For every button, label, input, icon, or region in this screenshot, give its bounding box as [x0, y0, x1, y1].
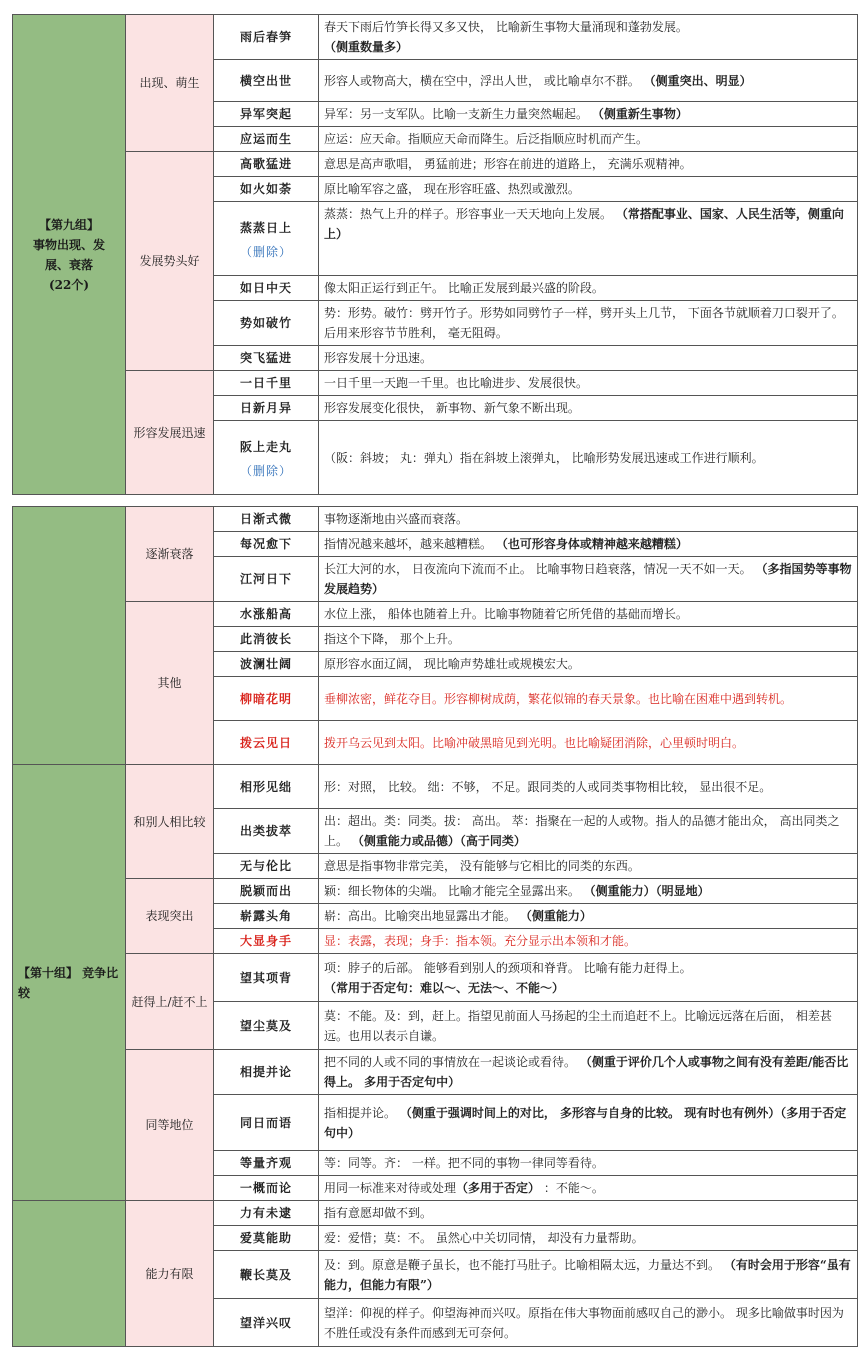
idiom-cell: 突飞猛进	[214, 346, 319, 371]
subgroup-stand: 表现突出	[126, 879, 214, 954]
definition-cell: 蒸蒸：热气上升的样子。形容事业一天天地向上发展。 （常搭配事业、国家、人民生活等，侧重向上）	[319, 202, 858, 276]
group-cell-10: 【第十组】 竞争比较	[13, 765, 126, 1201]
note: （常用于否定句：难以～、无法～、不能～）	[324, 980, 565, 995]
idiom-cell: 横空出世	[214, 60, 319, 102]
definition-cell: 势：形势。破竹：劈开竹子。形势如同劈竹子一样，劈开头上几节， 下面各节就顺着刀口裂开了。后用来形容节节胜利， 毫无阻碍。	[319, 301, 858, 346]
note: （多指国势等事物发展趋势）	[324, 562, 852, 596]
definition-cell: 应运：应天命。指顺应天命而降生。后泛指顺应时机而产生。	[319, 127, 858, 152]
subgroup-catch: 赶得上/赶不上	[126, 954, 214, 1050]
idiom-cell: 等量齐观	[214, 1151, 319, 1176]
definition-cell: 春天下雨后竹笋长得又多又快， 比喻新生事物大量涌现和蓬勃发展。 （侧重数量多）	[319, 15, 858, 60]
delete-remark: （删除）	[239, 463, 292, 478]
idiom-cell: 爱莫能助	[214, 1226, 319, 1251]
definition-cell: 把不同的人或不同的事情放在一起谈论或看待。 （侧重于评价几个人或事物之间有没有差距/能否比得上。 多用于否定句中）	[319, 1050, 858, 1095]
definition-cell: 形容人或物高大，横在空中，浮出人世， 或比喻卓尔不群。 （侧重突出、明显）	[319, 60, 858, 102]
note: （常搭配事业、国家、人民生活等，侧重向上）	[324, 207, 844, 241]
note: （侧重数量多）	[324, 40, 409, 54]
idiom-cell: 每况愈下	[214, 532, 319, 557]
definition-cell: 原形容水面辽阔， 现比喻声势雄壮或规模宏大。	[319, 652, 858, 677]
idiom-cell: 相提并论	[214, 1050, 319, 1095]
definition-cell: 垂柳浓密，鲜花夺目。形容柳树成荫，繁花似锦的春天景象。也比喻在困难中遇到转机。	[319, 677, 858, 721]
subgroup-compare: 和别人相比较	[126, 765, 214, 879]
idiom-cell: 高歌猛进	[214, 152, 319, 177]
note: （侧重于评价几个人或事物之间有没有差距/能否比得上。 多用于否定句中）	[324, 1055, 849, 1089]
idiom-cell: 同日而语	[214, 1095, 319, 1151]
group-cell-9	[13, 15, 126, 495]
note: （多用于否定）	[456, 1181, 541, 1195]
idiom-cell: 日渐式微	[214, 507, 319, 532]
definition-cell: 用同一标准来对待或处理（多用于否定） ：不能～。	[319, 1176, 858, 1201]
note: （侧重突出、明显）	[643, 73, 752, 88]
subgroup-decline: 逐渐衰落	[126, 507, 214, 602]
group-9-line-3: 展、衰落	[44, 257, 93, 272]
definition-cell: 指这个下降， 那个上升。	[319, 627, 858, 652]
definition-cell: 像太阳正运行到正午。 比喻正发展到最兴盛的阶段。	[319, 276, 858, 301]
definition-cell: 出：超出。类：同类。拔： 高出。 萃：指聚在一起的人或物。指人的品德才能出众， 高出同类之上。 （侧重能力或品德）（高于同类）	[319, 809, 858, 854]
definition-cell: 意思是高声歌唱， 勇猛前进；形容在前进的道路上， 充满乐观精神。	[319, 152, 858, 177]
definition-cell: 及：到。原意是鞭子虽长，也不能打马肚子。比喻相隔太远，力量达不到。 （有时会用于形容“虽有能力，但能力有限”）	[319, 1251, 858, 1299]
definition-cell: 长江大河的水， 日夜流向下流而不止。 比喻事物日趋衰落，情况一天不如一天。 （多指国势等事物发展趋势）	[319, 557, 858, 602]
definition-cell: 一日千里一天跑一千里。也比喻进步、发展很快。	[319, 371, 858, 396]
idiom-cell: 力有未逮	[214, 1201, 319, 1226]
subgroup-limit: 能力有限	[126, 1201, 214, 1347]
idiom-cell: 出类拔萃	[214, 809, 319, 854]
idiom-cell: 崭露头角	[214, 904, 319, 929]
idiom-cell: 无与伦比	[214, 854, 319, 879]
subgroup-other: 其他	[126, 602, 214, 765]
idiom-cell: 大显身手	[214, 929, 319, 954]
definition-cell: 事物逐渐地由兴盛而衰落。	[319, 507, 858, 532]
definition-cell: 等：同等。齐： 一样。把不同的事物一律同等看待。	[319, 1151, 858, 1176]
definition-cell: 颖：细长物体的尖端。 比喻才能完全显露出来。 （侧重能力）（明显地）	[319, 879, 858, 904]
note: （侧重能力）（明显地）	[583, 884, 710, 898]
definition-cell: 意思是指事物非常完美， 没有能够与它相比的同类的东西。	[319, 854, 858, 879]
group-10-empty-bottom	[13, 1201, 126, 1347]
idiom-cell: 一日千里	[214, 371, 319, 396]
note: （侧重于强调时间上的对比， 多形容与自身的比较。 现有时也有例外）（多用于否定句中）	[324, 1105, 847, 1140]
subgroup-thrive: 发展势头好	[126, 152, 214, 371]
idiom-cell: 望尘莫及	[214, 1002, 319, 1050]
idiom-cell: 应运而生	[214, 127, 319, 152]
idiom-cell: 望洋兴叹	[214, 1299, 319, 1347]
subgroup-equal: 同等地位	[126, 1050, 214, 1201]
idiom-cell: 势如破竹	[214, 301, 319, 346]
delete-remark: （删除）	[239, 244, 292, 259]
definition-cell: 原比喻军容之盛， 现在形容旺盛、热烈或激烈。	[319, 177, 858, 202]
idiom-cell: 异军突起	[214, 102, 319, 127]
idiom-cell: 波澜壮阔	[214, 652, 319, 677]
note: （也可形容身体或精神越来越糟糕）	[495, 537, 688, 551]
idiom-cell: 柳暗花明	[214, 677, 319, 721]
idiom-table-group-9	[12, 14, 858, 495]
definition-cell: 显：表露，表现；身手：指本领。充分显示出本领和才能。	[319, 929, 858, 954]
idiom-cell: 此消彼长	[214, 627, 319, 652]
idiom-table-group-10	[12, 506, 858, 1347]
definition-cell: 指有意愿却做不到。	[319, 1201, 858, 1226]
idiom-cell: 蒸蒸日上 （删除）	[214, 202, 319, 276]
note: （侧重能力或品德）（高于同类）	[351, 834, 526, 848]
idiom-cell: 一概而论	[214, 1176, 319, 1201]
group-9-line-2: 事物出现、发	[32, 237, 105, 252]
idiom-cell: 阪上走丸 （删除）	[214, 421, 319, 495]
idiom-cell: 望其项背	[214, 954, 319, 1002]
definition-cell: 崭：高出。比喻突出地显露出才能。 （侧重能力）	[319, 904, 858, 929]
definition-cell: 水位上涨， 船体也随着上升。比喻事物随着它所凭借的基础而增长。	[319, 602, 858, 627]
definition-cell: 形容发展十分迅速。	[319, 346, 858, 371]
note: （侧重能力）	[519, 909, 592, 923]
idiom-cell: 日新月异	[214, 396, 319, 421]
definition-cell: 爱：爱惜；莫：不。 虽然心中关切同情， 却没有力量帮助。	[319, 1226, 858, 1251]
note: （侧重新生事物）	[591, 107, 688, 121]
definition-cell: 形容发展变化很快， 新事物、新气象不断出现。	[319, 396, 858, 421]
definition-cell: 望洋：仰视的样子。仰望海神而兴叹。原指在伟大事物面前感叹自己的渺小。 现多比喻做事时因为不胜任或没有条件而感到无可奈何。	[319, 1299, 858, 1347]
group-9-line-1: 【第九组】	[38, 217, 99, 232]
idiom-cell: 江河日下	[214, 557, 319, 602]
group-10-empty-top	[13, 507, 126, 765]
subgroup-appear: 出现、萌生	[126, 15, 214, 152]
definition-cell: 指情况越来越坏，越来越糟糕。 （也可形容身体或精神越来越糟糕）	[319, 532, 858, 557]
idiom-cell: 拨云见日	[214, 721, 319, 765]
idiom-cell: 水涨船高	[214, 602, 319, 627]
note: （有时会用于形容“虽有能力，但能力有限”）	[324, 1257, 851, 1292]
definition-cell: 异军：另一支军队。比喻一支新生力量突然崛起。 （侧重新生事物）	[319, 102, 858, 127]
idiom-cell: 雨后春笋	[214, 15, 319, 60]
idiom-cell: 如火如荼	[214, 177, 319, 202]
definition-cell: 莫：不能。及：到，赶上。指望见前面人马扬起的尘土而追赶不上。比喻远远落在后面， 相差甚远。也用以表示自谦。	[319, 1002, 858, 1050]
definition-cell: 形：对照， 比较。 绌：不够， 不足。跟同类的人或同类事物相比较， 显出很不足。	[319, 765, 858, 809]
subgroup-fast: 形容发展迅速	[126, 371, 214, 495]
idiom-cell: 如日中天	[214, 276, 319, 301]
definition-cell: 拨开乌云见到太阳。比喻冲破黑暗见到光明。也比喻疑团消除，心里顿时明白。	[319, 721, 858, 765]
definition-cell: （阪：斜坡； 丸：弹丸）指在斜坡上滚弹丸， 比喻形势发展迅速或工作进行顺利。	[319, 421, 858, 495]
idiom-cell: 鞭长莫及	[214, 1251, 319, 1299]
idiom-cell: 脱颖而出	[214, 879, 319, 904]
definition-cell: 指相提并论。 （侧重于强调时间上的对比， 多形容与自身的比较。 现有时也有例外）（多用于否定句中）	[319, 1095, 858, 1151]
idiom-cell: 相形见绌	[214, 765, 319, 809]
definition-cell: 项：脖子的后部。 能够看到别人的颈项和脊背。 比喻有能力赶得上。 （常用于否定句：难以～、无法～、不能～）	[319, 954, 858, 1002]
group-9-line-4: (22个)	[48, 277, 90, 292]
